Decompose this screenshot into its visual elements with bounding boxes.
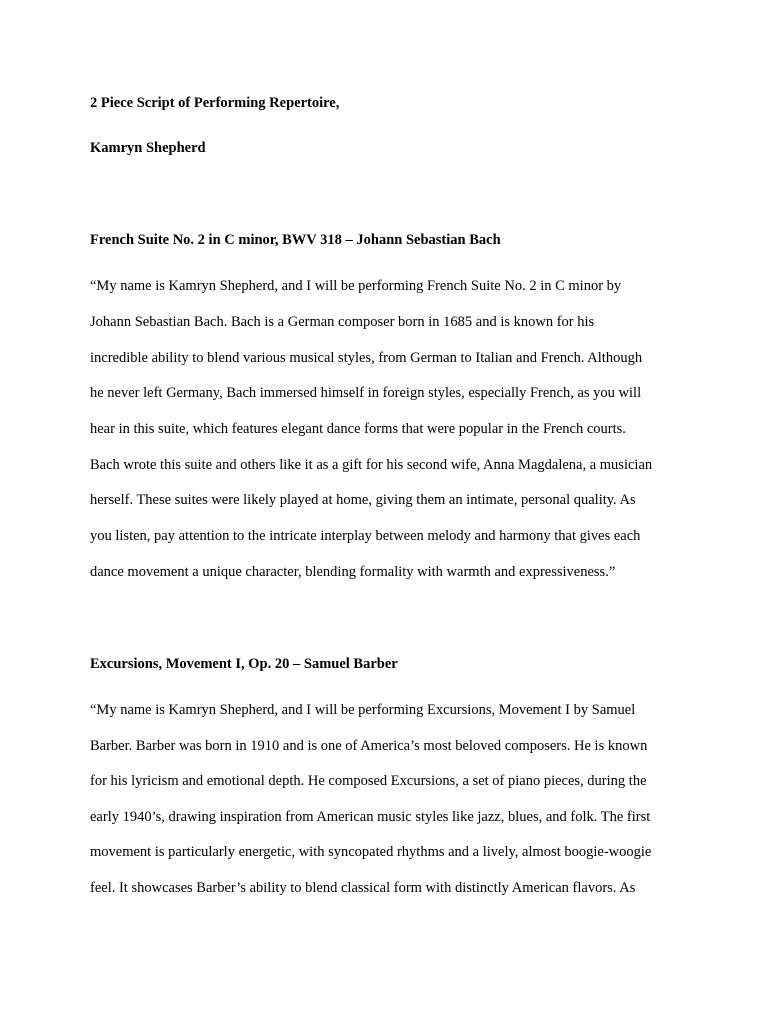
paragraph-line: movement is particularly energetic, with syncopated rhythms and a lively, almost boogie-woogie [90, 844, 652, 860]
paragraph-line: for his lyricism and emotional depth. He composed Excursions, a set of piano pieces, during the [90, 773, 647, 789]
paragraph-line: you listen, pay attention to the intricate interplay between melody and harmony that gives each [90, 528, 641, 544]
paragraph-line: herself. These suites were likely played at home, giving them an intimate, personal quality. As [90, 492, 636, 508]
paragraph-line: “My name is Kamryn Shepherd, and I will be performing French Suite No. 2 in C minor by [90, 278, 622, 294]
paragraph-line: Johann Sebastian Bach. Bach is a German composer born in 1685 and is known for his [90, 314, 595, 330]
paragraph-line: hear in this suite, which features elegant dance forms that were popular in the French courts. [90, 421, 626, 437]
author-name: Kamryn Shepherd [90, 140, 206, 156]
paragraph-line: he never left Germany, Bach immersed himself in foreign styles, especially French, as you will [90, 385, 642, 401]
section-heading-bach: French Suite No. 2 in C minor, BWV 318 – Johann Sebastian Bach [90, 232, 501, 248]
document-title: 2 Piece Script of Performing Repertoire, [90, 95, 340, 111]
paragraph-line: Barber. Barber was born in 1910 and is one of America’s most beloved composers. He is known [90, 738, 648, 754]
section-heading-barber: Excursions, Movement I, Op. 20 – Samuel Barber [90, 656, 398, 672]
paragraph-line: feel. It showcases Barber’s ability to blend classical form with distinctly American flavors. As [90, 880, 636, 896]
paragraph-line: “My name is Kamryn Shepherd, and I will be performing Excursions, Movement I by Samuel [90, 702, 636, 718]
paragraph-line: incredible ability to blend various musical styles, from German to Italian and French. Although [90, 350, 643, 366]
paragraph-line: early 1940’s, drawing inspiration from American music styles like jazz, blues, and folk. The first [90, 809, 651, 825]
paragraph-line: Bach wrote this suite and others like it as a gift for his second wife, Anna Magdalena, a musician [90, 457, 653, 473]
paragraph-line: dance movement a unique character, blending formality with warmth and expressiveness.” [90, 564, 616, 580]
